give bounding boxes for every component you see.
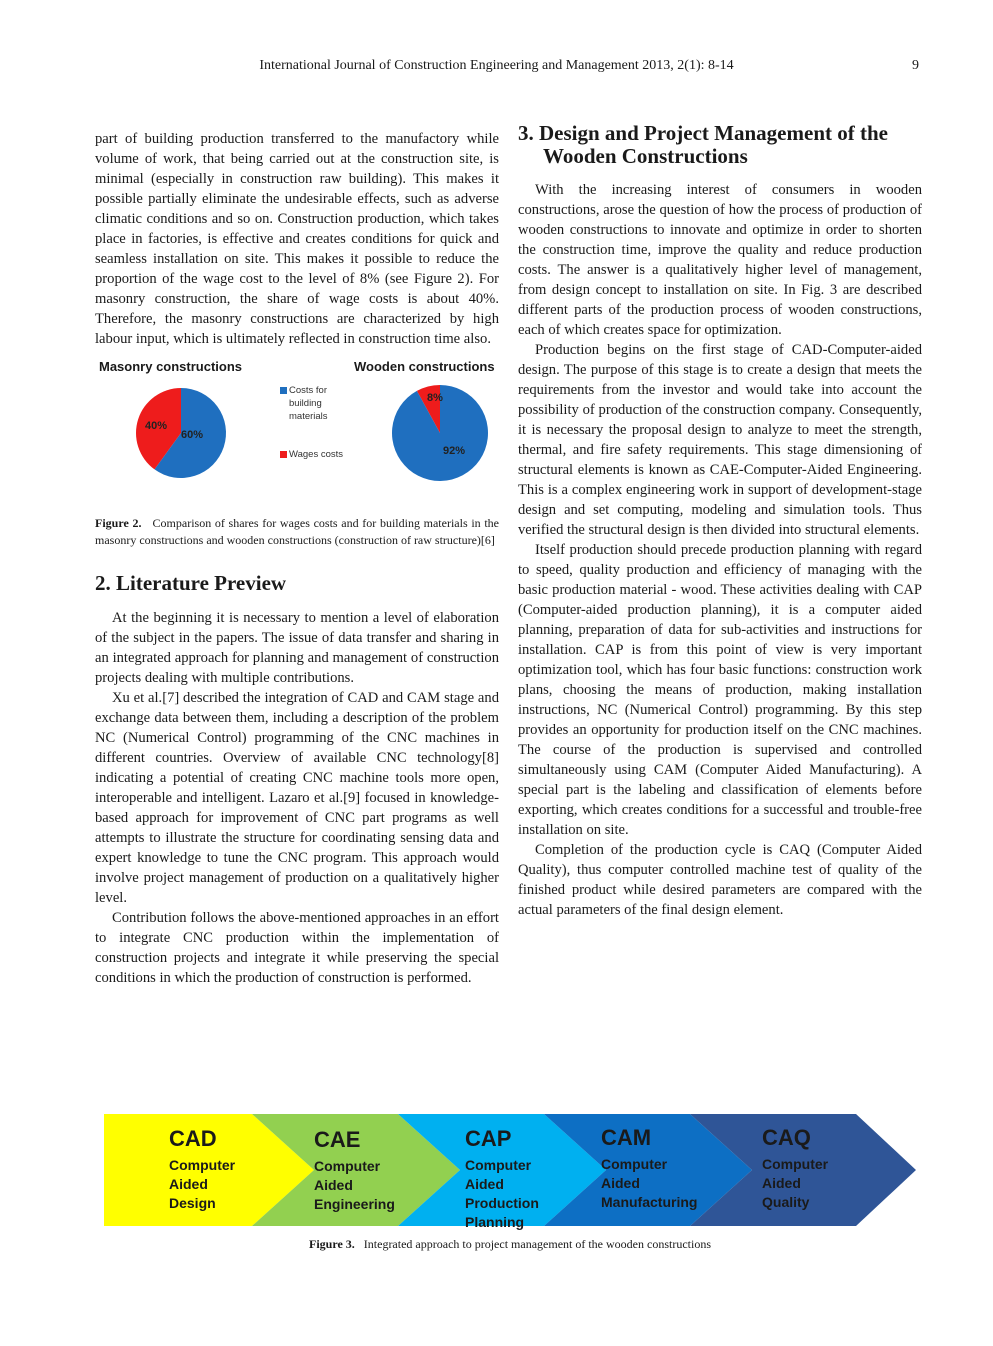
step-line: Aided	[169, 1176, 208, 1192]
legend-item-wages	[280, 448, 359, 461]
step-line: Computer	[465, 1157, 532, 1173]
section-heading: 2. Literature Preview	[95, 571, 287, 595]
pie-data-label: 40%	[145, 420, 168, 432]
step-abbreviation: CAQ	[762, 1125, 811, 1150]
figure-2	[95, 359, 499, 509]
process-step-cam	[601, 1124, 697, 1212]
right-column	[518, 122, 922, 920]
pie-data-label: 8%	[427, 392, 443, 404]
step-line: Aided	[762, 1175, 801, 1191]
body-paragraph: Production begins on the first stage of CAD-Computer-aided design. The purpose of this stage is to create a design that meets the requirements from the investor and would take into account the possibility of production of the construction company. Consequently, it is necessary the proposal design to analyze to meet the strength, thermal, and fire safety requirements. This stage dimensioning of structural elements is known as CAE-Computer-Aided Engineering. This is a complex engineering work in support of development-stage design and set computing, modeling and simulation tools. Thus verified the structural design is then divided into structural elements.	[518, 342, 922, 538]
step-abbreviation: CAP	[465, 1126, 512, 1151]
step-abbreviation: CAE	[314, 1127, 361, 1152]
figure-3-process-diagram	[104, 1114, 916, 1230]
page-number: 9	[912, 58, 919, 73]
step-line: Aided	[314, 1177, 353, 1193]
step-line: Engineering	[314, 1196, 395, 1212]
legend-label: Costs for building materials	[289, 385, 328, 422]
body-paragraph: Completion of the production cycle is CAQ (Computer Aided Quality), thus computer controlled machine test of quality of the finished product while desired parameters are compared with the actual parameters of the final design element.	[518, 842, 922, 918]
step-line: Production	[465, 1195, 539, 1211]
body-paragraph: With the increasing interest of consumers in wooden constructions, arose the question of how the process of production of wooden constructions to innovate and optimize in order to shorten the construction time, improve the quality and reduce production costs. The answer is a qualitatively higher level of management, from design concept to installation on site. In Fig. 3 are described different parts of the production process of wooden constructions, each of which creates space for optimization.	[518, 182, 922, 338]
running-header	[0, 58, 993, 78]
caption-label: Figure 3.	[309, 1237, 355, 1251]
step-abbreviation: CAM	[601, 1125, 652, 1150]
legend-item-materials	[280, 384, 359, 423]
body-paragraph: part of building production transferred to the manufactory while volume of work, that being carried out at the construction site, is minimal (especially in construction raw building). This makes it possible partially eliminate the undesirable effects, such as adverse climatic conditions and so on. Construction production, which takes place in factories, is effective and creates conditions for quick and seamless installation on site. This makes it possible to reduce the proportion of the wage cost to the level of 8% (see Figure 2). For masonry construction, the share of wage costs is about 40%. Therefore, the masonry constructions are characterized by high labour input, which is ultimately reflected in construction time also.	[95, 131, 499, 347]
step-line: Design	[169, 1195, 216, 1211]
pie-chart-masonry	[135, 387, 227, 479]
step-line: Computer	[314, 1158, 381, 1174]
process-step-cae	[314, 1126, 395, 1214]
section-heading: 3. Design and Project Management of the Wooden Constructions	[518, 121, 888, 168]
journal-citation: International Journal of Construction Engineering and Management 2013, 2(1): 8-14	[259, 58, 734, 73]
left-column	[95, 129, 499, 988]
caption-label: Figure 2.	[95, 516, 142, 530]
body-paragraph: Contribution follows the above-mentioned approaches in an effort to integrate CNC production within the implementation of construction projects and integrate it while preserving the special conditions in which the production of construction is performed.	[95, 910, 499, 986]
figure-3-caption	[0, 1237, 993, 1252]
legend-label: Wages costs	[289, 449, 344, 460]
caption-text: Integrated approach to project management of the wooden constructions	[363, 1237, 711, 1251]
pie-title-wooden: Wooden constructions	[354, 359, 495, 374]
pie-data-label: 92%	[443, 445, 466, 457]
step-line: Computer	[601, 1156, 668, 1172]
process-step-cap	[465, 1125, 539, 1232]
step-line: Computer	[762, 1156, 829, 1172]
pie-title-masonry: Masonry constructions	[99, 359, 243, 374]
body-paragraph: Xu et al.[7] described the integration of CAD and CAM stage and exchange data between them, including a description of the problem NC (Numerical Control) programming of the CNC machines in different countries. Overview of available CNC technology[8] indicating a potential of creating CNC machine tools more open, interoperable and intelligent. Lazaro et al.[9] focused in knowledge-based approach for improvement of CNC part programs as well attempts to illustrate the structure for coordinating sensing data and expert knowledge to tune the CNC program. This approach would involve project management of production on a qualitatively higher level.	[95, 690, 499, 906]
caption-text: Comparison of shares for wages costs and for building materials in the masonry constructions and wooden constructions (construction of raw structure)[6]	[95, 516, 499, 547]
step-abbreviation: CAD	[169, 1126, 217, 1151]
step-line: Quality	[762, 1194, 810, 1210]
process-step-cad	[169, 1125, 235, 1213]
body-paragraph: At the beginning it is necessary to mention a level of elaboration of the subject in the papers. The issue of data transfer and sharing in an integrated approach for planning and management of construction projects dealing with multiple contributions.	[95, 610, 499, 686]
step-line: Aided	[465, 1176, 504, 1192]
pie-data-label: 60%	[181, 429, 204, 441]
legend-swatch-blue	[280, 387, 287, 394]
step-line: Aided	[601, 1175, 640, 1191]
process-step-caq	[762, 1124, 828, 1212]
figure-2-caption	[95, 515, 499, 549]
step-line: Planning	[465, 1214, 525, 1230]
step-line: Manufacturing	[601, 1194, 698, 1210]
legend-swatch-red	[280, 451, 287, 458]
step-line: Computer	[169, 1157, 236, 1173]
body-paragraph: Itself production should precede production planning with regard to speed, quality production and efficiency of managing with the basic production material - wood. These activities dealing with CAP (Computer-aided production planning), it is a computer aided planning, preparation of data for sub-activities and instructions for installation. CAP is from this point of view is very important optimization tool, which has four basic functions: construction work plans, choosing the means of production, making installation instructions, NC (Numerical Control) programming. By this step provides an opportunity for production itself on the CNC machines. The course of the production is supervised and controlled simultaneously using CAM (Computer Aided Manufacturing). A special part is the labeling and classification of elements before exporting, which creates conditions for a successful and trouble-free installation on site.	[518, 542, 922, 838]
pie-chart-wooden	[391, 384, 489, 482]
